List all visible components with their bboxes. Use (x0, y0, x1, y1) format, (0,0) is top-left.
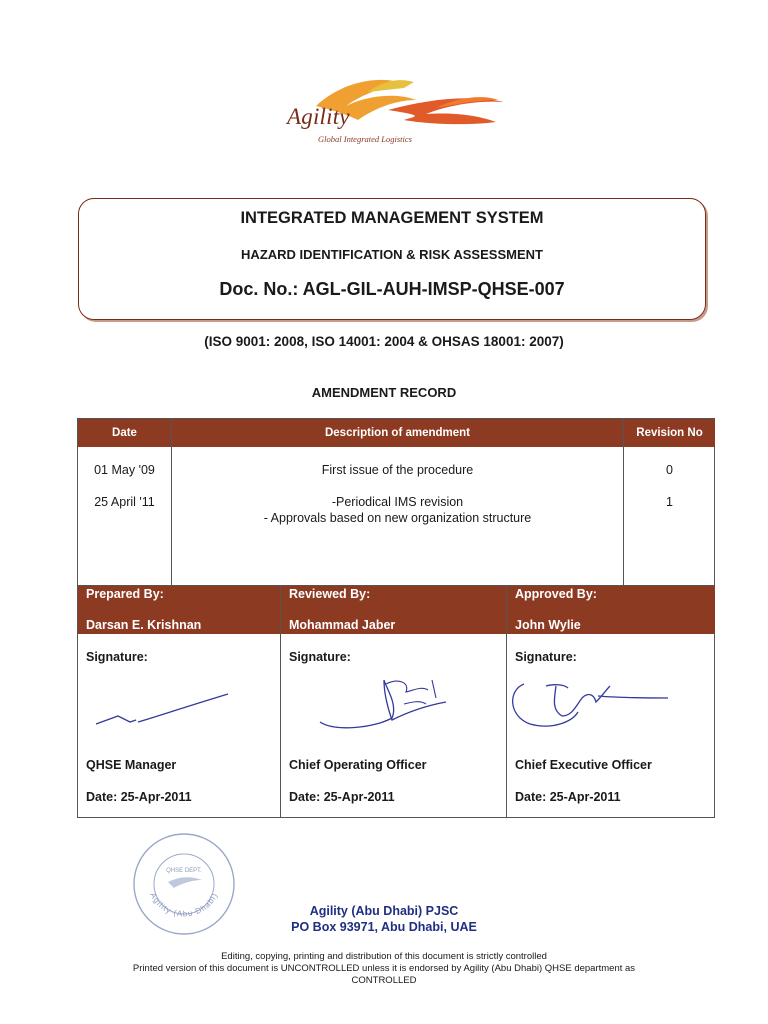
signature-label: Signature: (289, 650, 351, 664)
amendment-description-line2: - Approvals based on new organization structure (263, 511, 532, 525)
standards-reference: (ISO 9001: 2008, ISO 14001: 2004 & OHSAS 18001: 2007) (204, 334, 564, 349)
approved-by-header (507, 586, 715, 634)
signature-label: Signature: (86, 650, 148, 664)
column-divider (280, 586, 281, 817)
preparer-title: QHSE Manager (86, 758, 177, 772)
document-number: Doc. No.: AGL-GIL-AUH-IMSP-QHSE-007 (219, 279, 565, 299)
reviewed-by-header (281, 586, 506, 634)
footer-note-line: Printed version of this document is UNCONTROLLED unless it is endorsed by Agility (Abu Dhabi) QHSE department as (132, 963, 636, 974)
amendment-revision: 0 (666, 463, 673, 477)
approved-by-label: Approved By: (515, 587, 597, 601)
document-subtitle: HAZARD IDENTIFICATION & RISK ASSESSMENT (241, 247, 543, 262)
preparer-name: Darsan E. Krishnan (86, 618, 202, 632)
logo-tagline: Global Integrated Logistics (318, 134, 412, 144)
amendment-description: -Periodical IMS revision (331, 495, 464, 509)
amendment-date: 25 April '11 (94, 495, 155, 509)
preparer-signature (92, 686, 232, 732)
signoff-table (77, 586, 715, 818)
prepared-by-header (78, 586, 280, 634)
footer-address: PO Box 93971, Abu Dhabi, UAE (291, 920, 477, 934)
approver-signature (502, 676, 672, 738)
reviewer-title: Chief Operating Officer (289, 758, 427, 772)
reviewer-date: Date: 25-Apr-2011 (289, 790, 395, 804)
column-header-date: Date (78, 419, 171, 447)
column-header-revision: Revision No (624, 419, 715, 447)
amendment-revision: 1 (666, 495, 673, 509)
amendment-table (77, 418, 715, 586)
stamp-ring-text: Agility (Abu Dhabi) (148, 891, 220, 919)
title-box (78, 198, 706, 320)
prepared-by-label: Prepared By: (86, 587, 164, 601)
column-header-description: Description of amendment (172, 419, 623, 447)
footer-note-line: CONTROLLED (351, 975, 417, 986)
preparer-date: Date: 25-Apr-2011 (86, 790, 192, 804)
reviewed-by-label: Reviewed By: (289, 587, 371, 601)
amendment-description: First issue of the procedure (321, 463, 474, 477)
footer-company: Agility (Abu Dhabi) PJSC (309, 904, 459, 918)
document-title: INTEGRATED MANAGEMENT SYSTEM (240, 209, 544, 227)
approver-title: Chief Executive Officer (515, 758, 652, 772)
reviewer-name: Mohammad Jaber (289, 618, 396, 632)
amendment-date: 01 May '09 (94, 463, 155, 477)
approver-name: John Wylie (515, 618, 581, 632)
logo-wordmark: Agility (287, 104, 350, 129)
stamp-dept: QHSE DEPT. (166, 868, 202, 874)
amendment-heading: AMENDMENT RECORD (311, 385, 457, 400)
footer-note-line: Editing, copying, printing and distribution of this document is strictly controlled (221, 951, 547, 962)
signature-label: Signature: (515, 650, 577, 664)
approver-date: Date: 25-Apr-2011 (515, 790, 621, 804)
reviewer-signature (314, 674, 454, 736)
